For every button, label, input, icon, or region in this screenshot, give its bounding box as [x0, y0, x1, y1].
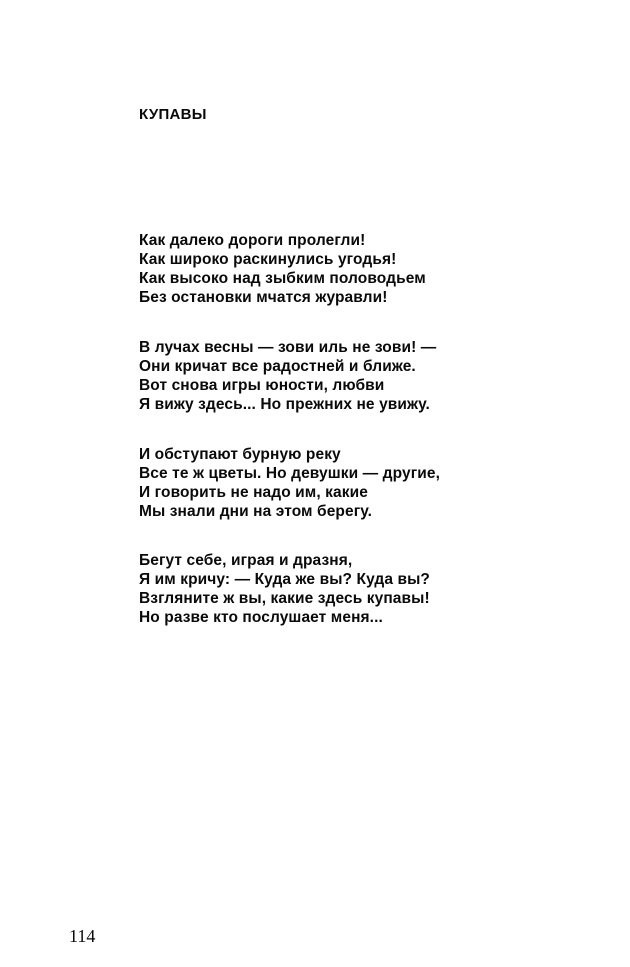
page-number: 114 [69, 926, 96, 946]
poem-line: Как высоко над зыбким половодьем [139, 270, 426, 287]
poem-line: Они кричат все радостней и ближе. [139, 358, 416, 375]
poem-line: Без остановки мчатся журавли! [139, 289, 388, 306]
poem-line: Взгляните ж вы, какие здесь купавы! [139, 590, 430, 607]
poem-line: Я им кричу: — Куда же вы? Куда вы? [139, 571, 430, 588]
poem-line: Я вижу здесь... Но прежних не увижу. [139, 396, 430, 413]
poem-line: И говорить не надо им, какие [139, 484, 368, 501]
poem-line: Вот снова игры юности, любви [139, 377, 385, 394]
stanza-2 [139, 338, 436, 414]
stanza-3 [139, 445, 440, 521]
stanza-4 [139, 551, 430, 627]
poem-line: В лучах весны — зови иль не зови! — [139, 339, 437, 356]
poem-line: Как далеко дороги пролегли! [139, 232, 366, 249]
stanza-1 [139, 231, 426, 307]
poem-line: И обступают бурную реку [139, 446, 341, 463]
poem-line: Мы знали дни на этом берегу. [139, 503, 373, 520]
poem-title: КУПАВЫ [139, 106, 207, 123]
poem-line: Бегут себе, играя и дразня, [139, 552, 353, 569]
poem-line: Все те ж цветы. Но девушки — другие, [139, 465, 441, 482]
poem-line: Но разве кто послушает меня... [139, 609, 383, 626]
poem-line: Как широко раскинулись угодья! [139, 251, 397, 268]
